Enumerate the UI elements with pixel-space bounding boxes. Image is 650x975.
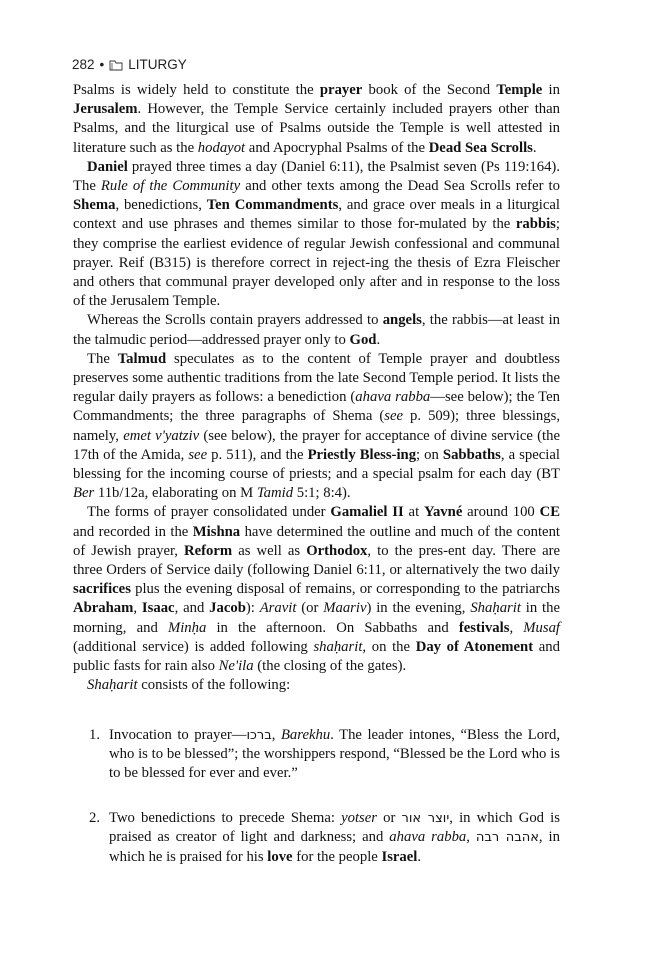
book-icon	[109, 59, 123, 70]
paragraph: The forms of prayer consolidated under Gamaliel II at Yavné around 100 CE and recorded in the Mishna have determined the outline and much of the content of Jewish prayer, Reform as well as Orthodox, to the pres-ent day. There are three Orders of Service daily (following Daniel 6:11, or alternatively the two daily sacrifices plus the evening disposal of remains, or corresponding to the patriarchs Abraham, Isaac, and Jacob): Aravit (or Maariv) in the evening, Shaḥarit in the morning, and Minḥa in the afternoon. On Sabbaths and festivals, Musaf (additional service) is added following shaḥarit, on the Day of Atonement and public fasts for rain also Ne'ila (the closing of the gates).	[73, 504, 561, 675]
hebrew-text: יוצר אור	[401, 811, 450, 827]
hebrew-text: ברכו	[246, 727, 272, 743]
running-header	[72, 57, 187, 72]
paragraph: The Talmud speculates as to the content of Temple prayer and doubtless preserves some authentic traditions from the late Second Temple period. It lists the regular daily prayers as follows: a benediction (ahava rabba—see below); the Ten Commandments; the three paragraphs of Shema (see p. 509); three blessings, namely, emet v'yatziv (see below), the prayer for acceptance of divine service (the 17th of the Amida, see p. 511), and the Priestly Bless-ing; on Sabbaths, a special blessing for the incoming course of priests; and a special psalm for each day (BT Ber 11b/12a, elaborating on M Tamid 5:1; 8:4).	[73, 350, 561, 502]
body-text	[73, 81, 560, 867]
header-bullet: •	[99, 57, 105, 72]
paragraph: Daniel prayed three times a day (Daniel 6:11), the Psalmist seven (Ps 119:164). The Rule of the Community and other texts among the Dead Sea Scrolls refer to Shema, benedictions, Ten Commandments, and grace over meals in a liturgical context and use phrases and themes similar to those for-mulated by the rabbis; they comprise the earliest evidence of regular Jewish confessional and communal prayer. Reif (B315) is therefore correct in reject-ing the thesis of Ezra Fleischer and others that communal prayer developed only after and in response to the loss of the Jerusalem Temple.	[73, 158, 561, 310]
section-title: LITURGY	[128, 57, 187, 72]
paragraph: Whereas the Scrolls contain prayers addressed to angels, the rabbis—at least in the talmudic period—addressed prayer only to God.	[73, 312, 561, 348]
list-item: 1. Invocation to prayer—ברכו, Barekhu. The leader intones, “Bless the Lord, who is to be blessed”; the worshippers respond, “Blessed be the Lord who is to be blessed for ever and ever.”	[89, 726, 561, 781]
paragraph: Psalms is widely held to constitute the prayer book of the Second Temple in Jerusalem. However, the Temple Service certainly included prayers other than Psalms, and the liturgical use of Psalms outside the Temple is well attested in literature such as the hodayot and Apocryphal Psalms of the Dead Sea Scrolls.	[73, 82, 560, 156]
list-number: 1.	[89, 726, 101, 743]
shaharit-list	[73, 726, 560, 867]
list-number: 2.	[89, 810, 101, 827]
list-item: 2. Two benedictions to precede Shema: yotser or יוצר אור, in which God is praised as creator of light and darkness; and ahava rabba, אהבה רבה, in which he is praised for his love for the people Israel.	[89, 810, 560, 865]
paragraph: Shaḥarit consists of the following:	[87, 677, 291, 694]
hebrew-text: אהבה רבה	[475, 830, 539, 846]
page-number: 282	[72, 57, 95, 72]
